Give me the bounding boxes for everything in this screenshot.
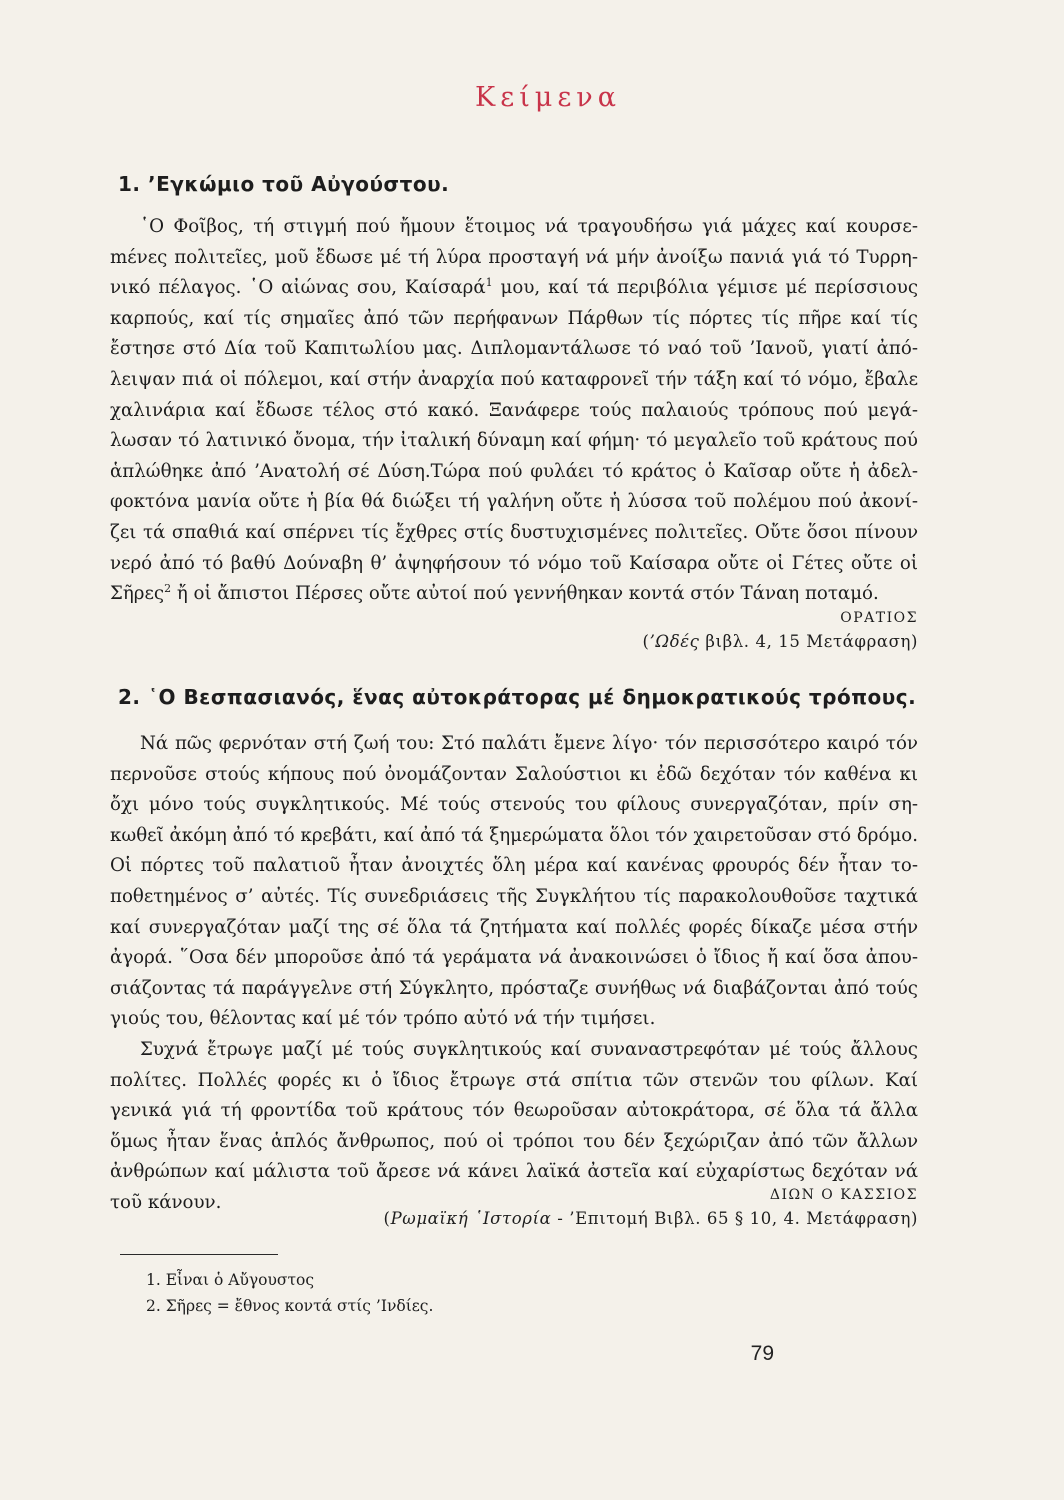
section-2-paragraph-1: Νά πῶς φερνόταν στή ζωή του: Στό παλάτι ἔμενε λίγο· τόν περισσότερο καιρό τόν περνοῦσε στούς κήπους πού ὀνομάζονταν Σαλούστιοι κι ἐδῶ δεχόταν τόν καθένα κι ὄχι μόνο τούς συγκλητικούς. Μέ τούς στενούς του φίλους συνεργαζόταν, πρίν σηκωθεῖ ἀκόμη ἀπό τό κρεβάτι, καί ἀπό τά ξημερώματα ὅλοι τόν χαιρετοῦσαν στό δρόμο. Οἱ πόρτες τοῦ παλατιοῦ ἦταν ἀνοιχτές ὅλη μέρα καί κανένας φρουρός δέν ἦταν τοποθετημένος σ’ αὐτές. Τίς συνεδριάσεις τῆς Συγκλήτου τίς παρακολουθοῦσε ταχτικά καί συνεργαζόταν μαζί της σέ ὅλα τά ζητήματα καί πολλές φορές δίκαζε μέσα στήν ἀγορά. ῞Οσα δέν μποροῦσε ἀπό τά γεράματα νά ἀνακοινώσει ὁ ἴδιος ἤ καί ὅσα ἀπουσιάζοντας τά παράγγελνε στή Σύγκλητο, πρόσταζε συνήθως νά διαβάζονται ἀπό τούς γιούς του, θέλοντας καί μέ τόν τρόπο αὐτό νά τήν τιμήσει. [110,733,918,1030]
source-paren: ( [383,1209,391,1228]
section-2-paragraph-2: Συχνά ἔτρωγε μαζί μέ τούς συγκλητικούς καί συναναστρεφόταν μέ τούς ἄλλους πολίτες. Πολλές φορές κι ὁ ἴδιος ἔτρωγε στά σπίτια τῶν στενῶν του φίλων. Καί γενικά γιά τή φροντίδα τοῦ κράτους τόν θεωροῦσαν αὐτοκράτορα, σέ ὅλα τά ἄλλα ὅμως ἦταν ἕνας ἁπλός ἄνθρωπος, πού οἱ τρόποι του δέν ξεχώριζαν ἀπό τῶν ἄλλων ἀνθρώπων καί μάλιστα τοῦ ἄρεσε νά κάνει λαϊκά ἀστεῖα καί εὐχαρίστως δεχόταν νά τοῦ κάνουν. [110,1038,918,1213]
section-1-paragraph [110,212,918,610]
footnote-divider [120,1254,278,1255]
page-number: 79 [750,1342,774,1365]
footnote-1: 1. Εἶναι ὁ Αὔγουστος [146,1271,315,1289]
source-work-title: Ρωμαϊκή ῾Ιστορία [390,1209,552,1228]
footnote-2: 2. Σῆρες = ἔθνος κοντά στίς ’Ινδίες. [146,1297,434,1315]
section-2-source [384,1209,918,1228]
section-1-heading: 1. ’Εγκώμιο τοῦ Αὐγούστου. [118,172,450,196]
text-run: ἤ οἱ ἄπιστοι Πέρσες οὔτε αὐτοί πού γεννήθηκαν κοντά στόν Τάναη ποταμό. [171,583,879,605]
section-1-source [643,632,918,651]
footnotes [146,1267,433,1319]
section-1-text [110,212,918,610]
text-run: μου, καί τά περιβόλια γέμισε μέ περίσσιους καρπούς, καί τίς σημαῖες ἀπό τῶν περήφανων Πάρθων τίς πόρτες τίς πῆρε καί τίς ἔστησε στό Δία τοῦ Καπιτωλίου μας. Διπλομαντάλωσε τό ναό τοῦ ’Ιανοῦ, γιατί ἀπόλειψαν πιά οἱ πόλεμοι, καί στήν ἀναρχία πού καταφρονεῖ τήν τάξη καί τό νόμο, ἔβαλε χαλινάρια καί ἔδωσε τέλος στό κακό. Ξανάφερε τούς παλαιούς τρόπους πού μεγάλωσαν τό λατινικό ὄνομα, τήν ἰταλική δύναμη καί φήμη· τό μεγαλεῖο τοῦ κράτους πού ἁπλώθηκε ἀπό ’Ανατολή σέ Δύση.Τώρα πού φυλάει τό κράτος ὁ Καῖσαρ οὔτε ἡ ἀδελφοκτόνα μανία οὔτε ἡ βία θά διώξει τή γαλήνη οὔτε ἡ λύσσα τοῦ πολέμου πού ἀκονίζει τά σπαθιά καί σπέρνει τίς ἔχθρες στίς δυστυχισμένες πολιτεῖες. Οὔτε ὅσοι πίνουν νερό ἀπό τό βαθύ Δούναβη θ’ ἀψηφήσουν τό νόμο τοῦ Καίσαρα οὔτε οἱ Γέτες οὔτε οἱ Σῆρες [110,277,919,605]
footnote-ref-2: 2 [164,582,172,596]
section-2-heading: 2. ῾Ο Βεσπασιανός, ἕνας αὐτοκράτορας μέ δημοκρατικούς τρόπους. [118,685,917,709]
source-work-title: ’Ωδές [649,632,700,651]
section-2-author: ΔΙΩΝ Ο ΚΑΣΣΙΟΣ [769,1187,918,1203]
source-paren: ( [642,632,650,651]
page-title: Κείμενα [475,82,621,113]
source-reference: βιβλ. 4, 15 Μετάφραση) [699,632,918,651]
section-2-text [110,729,918,1219]
source-reference: - ’Επιτομή Βιβλ. 65 § 10, 4. Μετάφραση) [551,1209,918,1228]
section-1-author: ΟΡΑΤΙΟΣ [840,610,918,626]
text-run: ῾Ο Φοῖβος, τή στιγμή πού ἤμουν ἕτοιμος νά τραγουδήσω γιά μάχες καί κουρσεmένες πολιτεῖες, μοῦ ἔδωσε μέ τή λύρα προσταγή νά μήν ἀνοίξω πανιά γιά τό Τυρρηνικό πέλαγος. ῾Ο αἰώνας σου, Καίσαρά [110,216,918,299]
footnote-ref-1: 1 [485,276,493,290]
